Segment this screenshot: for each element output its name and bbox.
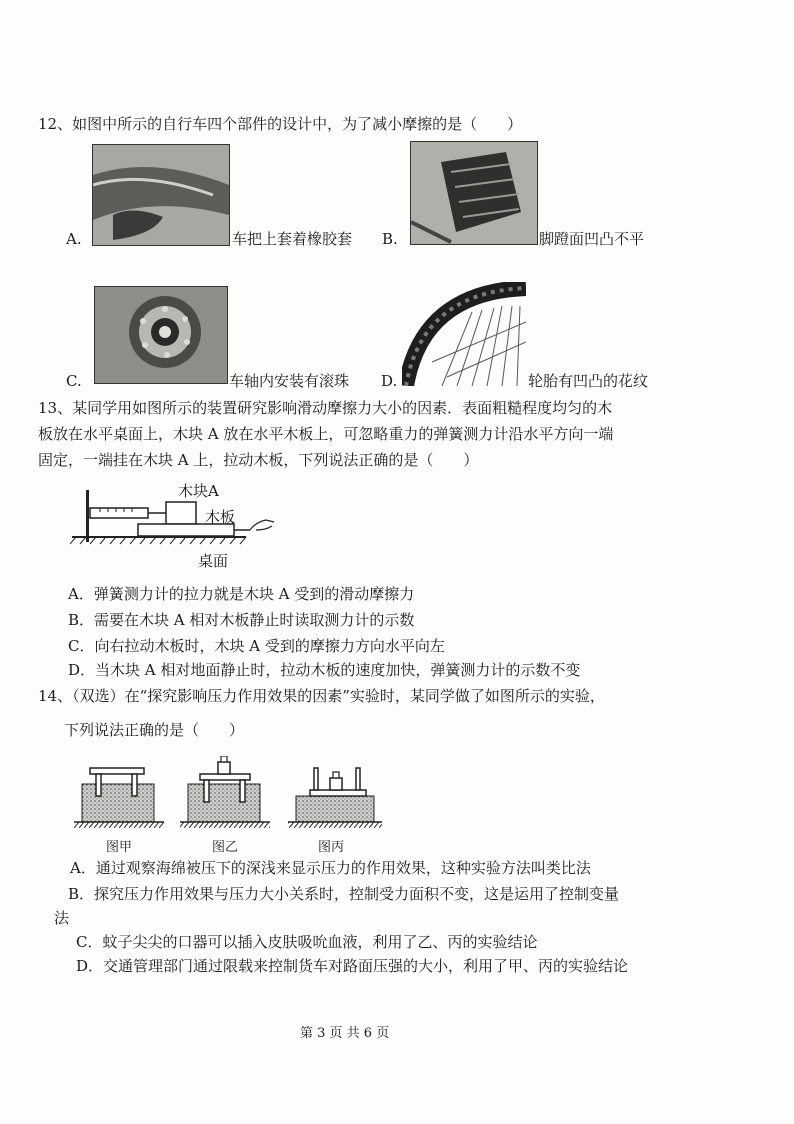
q12-option-c-text: 车轴内安装有滚珠	[229, 372, 350, 390]
figure-bing	[288, 768, 382, 828]
q13-stem-line-1: 13、某同学用如图所示的装置研究影响滑动摩擦力大小的因素．表面粗糙程度均匀的木	[38, 399, 613, 417]
label-table: 桌面	[198, 552, 229, 570]
label-figure-bing: 图丙	[318, 840, 345, 855]
q12-option-a-letter: A.	[66, 230, 82, 248]
q14-option-b-continued: 法	[54, 909, 70, 927]
pressure-experiment-diagram	[74, 756, 384, 836]
tire-image	[402, 282, 526, 386]
q13-option-a: A．弹簧测力计的拉力就是木块 A 受到的滑动摩擦力	[68, 585, 415, 603]
page-footer: 第 3 页 共 6 页	[300, 1026, 390, 1041]
label-block-a: 木块A	[178, 482, 219, 500]
photo-handlebar-grip	[92, 144, 230, 246]
label-board: 木板	[205, 508, 236, 526]
q13-option-b: B．需要在木块 A 相对木板静止时读取测力计的示数	[68, 611, 415, 629]
q12-option-d-letter: D.	[381, 372, 398, 390]
q14-stem-line-1: 14、（双选）在“探究影响压力作用效果的因素”实验时，某同学做了如图所示的实验，	[38, 687, 605, 705]
q14-option-c: C．蚊子尖尖的口器可以插入皮肤吸吮血液，利用了乙、丙的实验结论	[76, 933, 538, 951]
q14-option-a: A．通过观察海绵被压下的深浅来显示压力的作用效果，这种实验方法叫类比法	[70, 859, 591, 877]
label-figure-yi: 图乙	[212, 840, 239, 855]
q12-stem: 12、如图中所示的自行车四个部件的设计中，为了减小摩擦的是（ ）	[38, 115, 523, 133]
pedal-image	[411, 142, 537, 244]
q13-option-d: D．当木块 A 相对地面静止时，拉动木板的速度加快，弹簧测力计的示数不变	[68, 661, 581, 679]
figure-yi	[180, 756, 270, 828]
photo-pedal	[410, 141, 538, 245]
q12-option-b-letter: B.	[382, 230, 398, 248]
q12-option-a-text: 车把上套着橡胶套	[232, 230, 353, 248]
q13-stem-line-2: 板放在水平桌面上，木块 A 放在水平木板上，可忽略重力的弹簧测力计沿水平方向一端	[38, 425, 614, 443]
q14-stem-line-2: 下列说法正确的是（ ）	[64, 721, 245, 739]
handlebar-grip-image	[93, 145, 229, 245]
photo-tire	[402, 282, 526, 386]
q12-option-d-text: 轮胎有凹凸的花纹	[528, 372, 649, 390]
q12-option-c-letter: C.	[66, 372, 82, 390]
figure-jia	[74, 768, 164, 828]
axle-bearing-image	[95, 287, 227, 383]
q13-stem-line-3: 固定，一端挂在木块 A 上，拉动木板，下列说法正确的是（ ）	[38, 451, 479, 469]
q13-option-c: C．向右拉动木板时，木块 A 受到的摩擦力方向水平向左	[68, 637, 445, 655]
photo-axle-bearing	[94, 286, 228, 384]
q14-option-d: D．交通管理部门通过限载来控制货车对路面压强的大小，利用了甲、丙的实验结论	[76, 957, 629, 975]
q12-option-b-text: 脚蹬面凹凸不平	[539, 230, 645, 248]
q14-option-b: B．探究压力作用效果与压力大小关系时，控制受力面积不变，这是运用了控制变量	[68, 885, 620, 903]
label-figure-jia: 图甲	[106, 840, 133, 855]
